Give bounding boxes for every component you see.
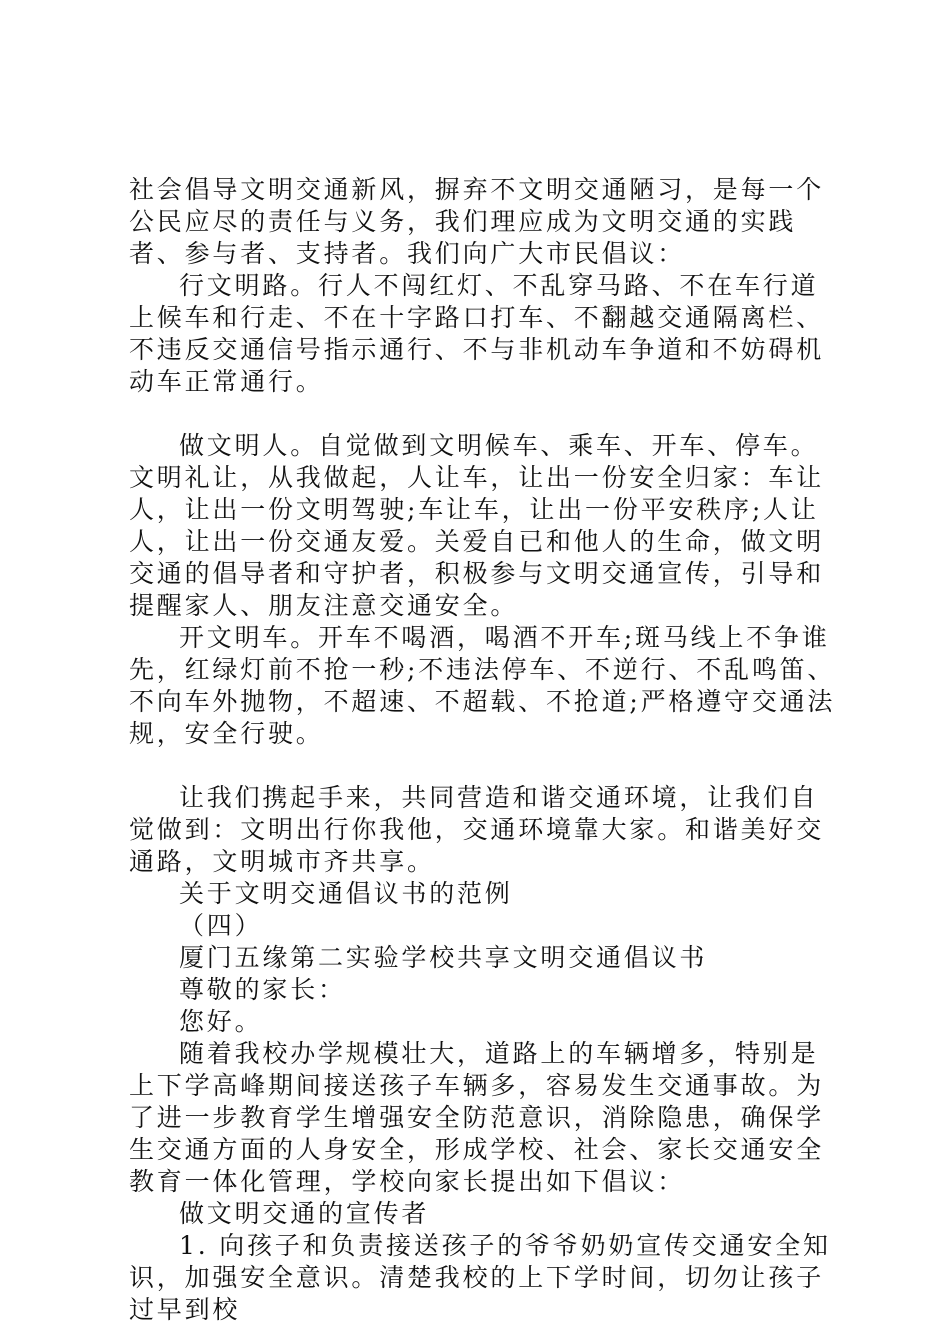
paragraph-background: 随着我校办学规模壮大，道路上的车辆增多，特别是上下学高峰期间接送孩子车辆多，容易发生交通事故。为了进一步教育学生增强安全防范意识，消除隐患，确保学生交通方面的人身安全，形成学校、社会、家长交通安全教育一体化管理，学校向家长提出如下倡议：: [129, 1039, 825, 1196]
letter-title: 厦门五缘第二实验学校共享文明交通倡议书: [179, 943, 708, 972]
subheading-promoter: 做文明交通的宣传者: [179, 1199, 430, 1228]
paragraph-walk: 行文明路。行人不闯红灯、不乱穿马路、不在车行道上候车和行走、不在十字路口打车、不翻越交通隔离栏、不违反交通信号指示通行、不与非机动车争道和不妨碍机动车正常通行。: [129, 271, 825, 396]
paragraph-drive: 开文明车。开车不喝酒，喝酒不开车;斑马线上不争谁先，红绿灯前不抢一秒;不违法停车、不逆行、不乱鸣笛、不向车外抛物，不超速、不超载、不抢道;严格遵守交通法规，安全行驶。: [129, 623, 836, 748]
paragraph-item-1: 1. 向孩子和负责接送孩子的爷爷奶奶宣传交通安全知识，加强安全意识。清楚我校的上下学时间，切勿让孩子过早到校: [129, 1231, 831, 1324]
section-heading: 关于文明交通倡议书的范例: [179, 879, 513, 908]
salutation: 尊敬的家长：: [179, 975, 346, 1004]
paragraph-intro: 社会倡导文明交通新风，摒弃不文明交通陋习，是每一个公民应尽的责任与义务，我们理应成为文明交通的实践者、参与者、支持者。我们向广大市民倡议：: [129, 175, 825, 268]
greeting: 您好。: [179, 1007, 263, 1036]
paragraph-together: 让我们携起手来，共同营造和谐交通环境，让我们自觉做到：文明出行你我他，交通环境靠大家。和谐美好交通路，文明城市齐共享。: [129, 783, 825, 876]
section-number: （四）: [179, 911, 263, 940]
paragraph-person: 做文明人。自觉做到文明候车、乘车、开车、停车。文明礼让，从我做起，人让车，让出一份安全归家：车让人，让出一份文明驾驶;车让车，让出一份平安秩序;人让人，让出一份交通友爱。关爱自已和他人的生命，做文明交通的倡导者和守护者，积极参与文明交通宣传，引导和提醒家人、朋友注意交通安全。: [129, 431, 825, 620]
document-body: [129, 174, 839, 1326]
